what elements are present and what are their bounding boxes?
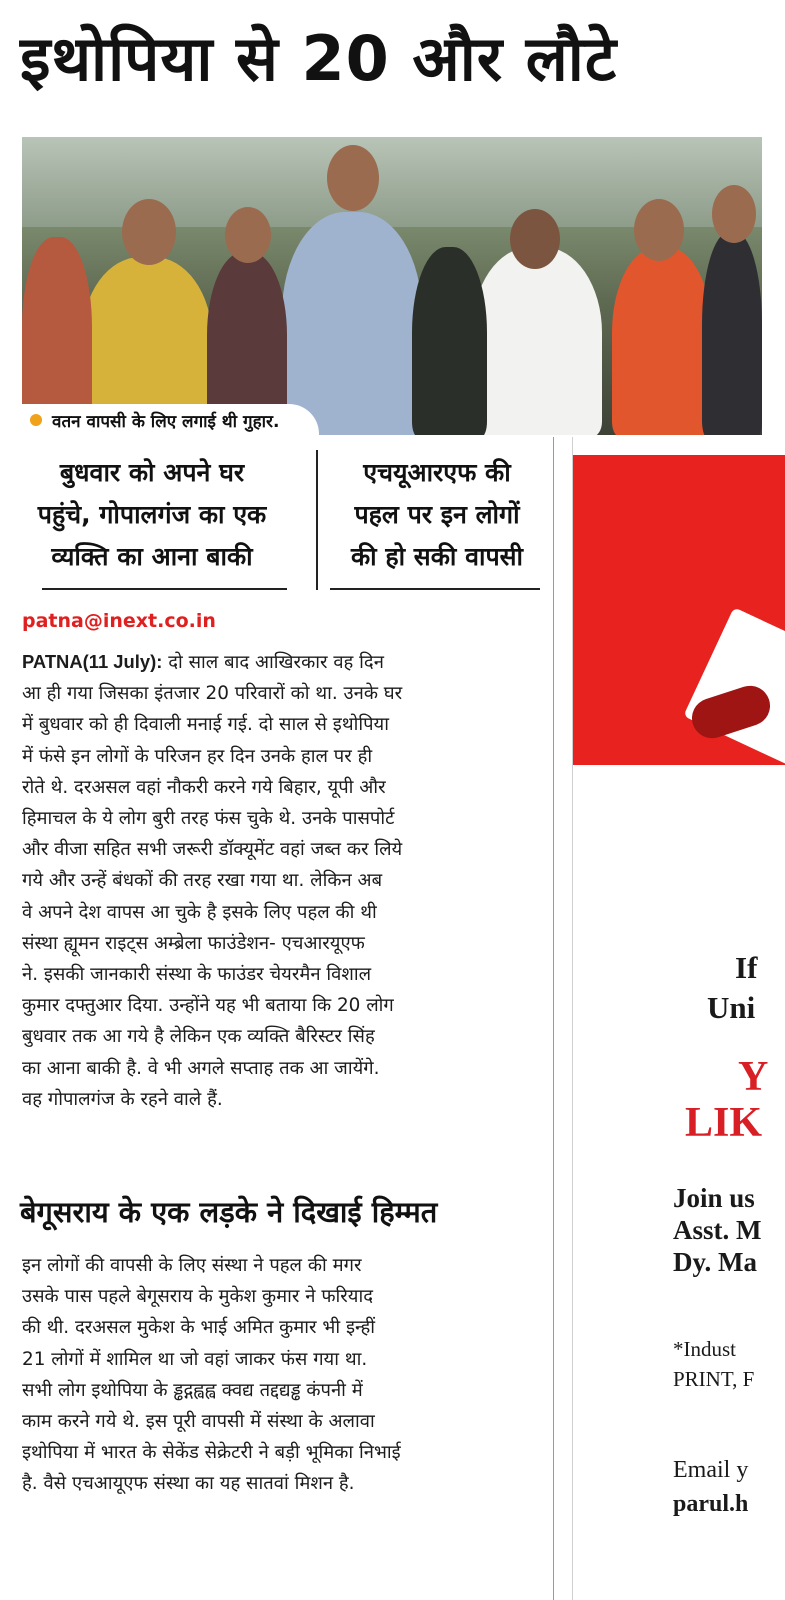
article-line — [22, 646, 548, 678]
article-line: की थी. दरअसल मुकेश के भाई अमित कुमार भी इन्हीं — [22, 1317, 376, 1339]
article-line: का आना बाकी है. वे भी अगले सप्ताह तक आ जायेंगे. — [22, 1057, 380, 1079]
person-figure — [702, 232, 762, 435]
article-line-text: दो साल बाद आखिरकार वह दिन — [162, 652, 384, 673]
article-line: उसके पास पहले बेगूसराय के मुकेश कुमार ने फरियाद — [22, 1286, 373, 1308]
article-line: आ ही गया जिसका इंतजार 20 परिवारों को था. उनके घर — [22, 683, 403, 705]
subheading-line: एचयूआरएफ की — [363, 458, 511, 487]
article-line: वे अपने देश वापस आ चुके है इसके लिए पहल की थी — [22, 901, 377, 923]
person-figure — [282, 212, 422, 435]
ad-text: Join us — [673, 1183, 755, 1213]
person-head — [510, 209, 560, 269]
headline: इथोपिया से 20 और लौटे — [20, 22, 618, 95]
article-line: हिमाचल के ये लोग बुरी तरह फंस चुके थे. उनके पासपोर्ट — [22, 808, 395, 830]
ad-text: Dy. Ma — [673, 1247, 757, 1277]
subheading-line: बुधवार को अपने घर — [59, 458, 245, 487]
article-line: ने. इसकी जानकारी संस्था के फाउंडर चेयरमैन विशाल — [22, 964, 372, 986]
person-head — [712, 185, 756, 243]
person-head — [225, 207, 271, 263]
subheading-line: पहुंचे, गोपालगंज का एक — [37, 500, 267, 529]
subheading-divider — [316, 450, 318, 590]
subheading-line: पहल पर इन लोगों — [354, 500, 520, 529]
ad-text: Asst. M — [673, 1215, 762, 1245]
subheading-right — [322, 452, 552, 578]
advertisement[interactable] — [572, 437, 785, 1600]
news-photo — [22, 137, 762, 435]
person-figure — [612, 247, 712, 435]
article-line: बुधवार तक आ गये है लेकिन एक व्यक्ति बैरिस्टर सिंह — [22, 1026, 375, 1048]
dateline: PATNA(11 July): — [22, 651, 163, 672]
article-line: कुमार दफ्तुआर दिया. उन्होंने यह भी बताया कि 20 लोग — [22, 995, 394, 1017]
article-line: काम करने गये थे. इस पूरी वापसी में संस्था के अलावा — [22, 1411, 375, 1433]
ad-email[interactable]: parul.h — [673, 1491, 749, 1517]
article-line: वह गोपालगंज के रहने वाले हैं. — [22, 1088, 223, 1110]
article-paragraph-2 — [22, 1250, 548, 1500]
ad-text: Uni — [707, 990, 756, 1025]
article-line: संस्था ह्यूमन राइट्स अम्ब्रेला फाउंडेशन- एचआरयूएफ — [22, 932, 365, 954]
article-paragraph-1 — [22, 646, 548, 1115]
person-figure — [412, 247, 487, 435]
section-subheading: बेगूसराय के एक लड़के ने दिखाई हिम्मत — [20, 1195, 438, 1229]
column-divider — [553, 437, 554, 1600]
photo-caption-text: वतन वापसी के लिए लगाई थी गुहार. — [52, 411, 280, 432]
article-line: है. वैसे एचआयूएफ संस्था का यह सातवां मिशन है. — [22, 1473, 355, 1495]
article-line: में बुधवार को ही दिवाली मनाई गई. दो साल से इथोपिया — [22, 714, 389, 736]
person-head — [122, 199, 176, 265]
subheading-underline — [42, 588, 287, 590]
person-head — [327, 145, 379, 211]
article-line: और वीजा सहित सभी जरूरी डॉक्यूमेंट वहां जब्त कर लिये — [22, 839, 403, 861]
article-line: सभी लोग इथोपिया के ड्ढद्गह्वह्व क्वद्य तद्दद्यड्ढ कंपनी में — [22, 1379, 363, 1401]
article-line: इन लोगों की वापसी के लिए संस्था ने पहल की मगर — [22, 1255, 362, 1276]
person-figure — [472, 247, 602, 435]
ad-text: If — [735, 950, 758, 985]
subheading-left — [12, 452, 292, 578]
ad-headline: LIK — [685, 1100, 763, 1146]
subheading-underline — [330, 588, 540, 590]
subheading-line: व्यक्ति का आना बाकी — [51, 542, 253, 571]
bullet-icon — [30, 414, 42, 426]
person-head — [634, 199, 684, 261]
ad-text: PRINT, F — [673, 1367, 755, 1391]
article-line: गये और उन्हें बंधकों की तरह रखा गया था. लेकिन अब — [22, 870, 383, 892]
ad-headline: Y — [738, 1054, 769, 1100]
article-line: 21 लोगों में शामिल था जो वहां जाकर फंस गया था. — [22, 1348, 368, 1370]
article-line: इथोपिया में भारत के सेकेंड सेक्रेटरी ने बड़ी भूमिका निभाई — [22, 1442, 401, 1464]
ad-text: *Indust — [673, 1337, 736, 1361]
photo-caption — [22, 404, 319, 436]
article-line: रोते थे. दरअसल वहां नौकरी करने गये बिहार, यूपी और — [22, 776, 386, 798]
author-email[interactable]: patna@inext.co.in — [22, 610, 216, 632]
article-line: में फंसे इन लोगों के परिजन हर दिन उनके हाल पर ही — [22, 745, 373, 767]
ad-text: Email y — [673, 1457, 749, 1483]
subheading-line: की हो सकी वापसी — [350, 542, 524, 571]
